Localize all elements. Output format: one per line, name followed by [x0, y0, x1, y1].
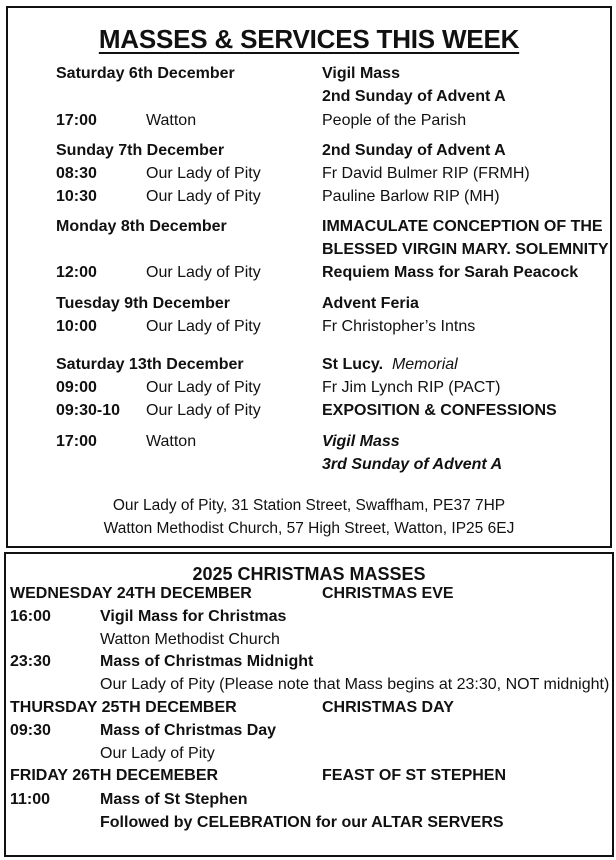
mass-intention: Fr Jim Lynch RIP (PACT) [322, 379, 501, 396]
memorial-label: Memorial [383, 356, 458, 373]
weekly-title: MASSES & SERVICES THIS WEEK [98, 24, 520, 54]
mass-intention: IMMACULATE CONCEPTION OF THE [322, 218, 603, 235]
mass-description: Our Lady of Pity (Please note that Mass begins at 23:30, NOT midnight) [100, 676, 610, 693]
mass-intention: Requiem Mass for Sarah Peacock [322, 264, 579, 281]
address-our-lady-of-pity: Our Lady of Pity, 31 Station Street, Swaffham, PE37 7HP [112, 497, 506, 514]
mass-location: Our Lady of Pity [146, 188, 261, 205]
christmas-title: 2025 CHRISTMAS MASSES [192, 564, 426, 584]
mass-description: Followed by CELEBRATION for our ALTAR SERVERS [100, 814, 504, 831]
mass-intention: EXPOSITION & CONFESSIONS [322, 402, 557, 419]
mass-location: Our Lady of Pity [146, 379, 261, 396]
mass-intention: St Lucy. Memorial [322, 356, 458, 373]
mass-description: Mass of Christmas Midnight [100, 653, 314, 670]
mass-description: Our Lady of Pity [100, 745, 215, 762]
mass-location: Watton [146, 112, 197, 129]
weekly-masses-panel [6, 6, 612, 548]
mass-intention: BLESSED VIRGIN MARY. SOLEMNITY [322, 241, 609, 258]
mass-intention: 3rd Sunday of Advent A [322, 456, 503, 473]
mass-time: 08:30 [56, 165, 97, 182]
mass-time: 10:00 [56, 318, 97, 335]
mass-description: Vigil Mass for Christmas [100, 608, 287, 625]
mass-location: Our Lady of Pity [146, 165, 261, 182]
day-heading: Tuesday 9th December [56, 295, 230, 312]
mass-intention: Vigil Mass [322, 433, 400, 450]
address-watton-methodist: Watton Methodist Church, 57 High Street, Watton, IP25 6EJ [103, 520, 515, 537]
mass-location: Our Lady of Pity [146, 318, 261, 335]
day-heading: WEDNESDAY 24TH DECEMBER [10, 585, 252, 602]
day-heading: Sunday 7th December [56, 142, 225, 159]
mass-time: 09:30 [10, 722, 51, 739]
mass-intention: Vigil Mass [322, 65, 400, 82]
mass-time: 12:00 [56, 264, 97, 281]
mass-intention: Advent Feria [322, 295, 419, 312]
christmas-masses-panel [4, 552, 614, 857]
mass-time: 11:00 [10, 791, 51, 808]
mass-time: 17:00 [56, 112, 97, 129]
day-heading: Monday 8th December [56, 218, 227, 235]
mass-description: Mass of Christmas Day [100, 722, 277, 739]
feast-name: FEAST OF ST STEPHEN [322, 767, 507, 784]
day-heading: FRIDAY 26TH DECEMEBER [10, 767, 219, 784]
mass-time: 16:00 [10, 608, 51, 625]
feast-name: CHRISTMAS EVE [322, 585, 454, 602]
mass-time: 09:30-10 [56, 402, 121, 419]
mass-location: Our Lady of Pity [146, 402, 261, 419]
mass-intention: People of the Parish [322, 112, 467, 129]
mass-time: 10:30 [56, 188, 97, 205]
mass-description: Watton Methodist Church [100, 631, 280, 648]
mass-time: 23:30 [10, 653, 51, 670]
day-heading: Saturday 6th December [56, 65, 235, 82]
mass-location: Watton [146, 433, 197, 450]
mass-intention: Pauline Barlow RIP (MH) [322, 188, 500, 205]
mass-intention: 2nd Sunday of Advent A [322, 88, 506, 105]
mass-time: 09:00 [56, 379, 97, 396]
mass-intention: Fr David Bulmer RIP (FRMH) [322, 165, 530, 182]
mass-intention: Fr Christopher’s Intns [322, 318, 476, 335]
feast-name: CHRISTMAS DAY [322, 699, 454, 716]
mass-intention: 2nd Sunday of Advent A [322, 142, 506, 159]
day-heading: THURSDAY 25TH DECEMBER [10, 699, 237, 716]
mass-time: 17:00 [56, 433, 97, 450]
day-heading: Saturday 13th December [56, 356, 244, 373]
mass-location: Our Lady of Pity [146, 264, 261, 281]
mass-description: Mass of St Stephen [100, 791, 248, 808]
